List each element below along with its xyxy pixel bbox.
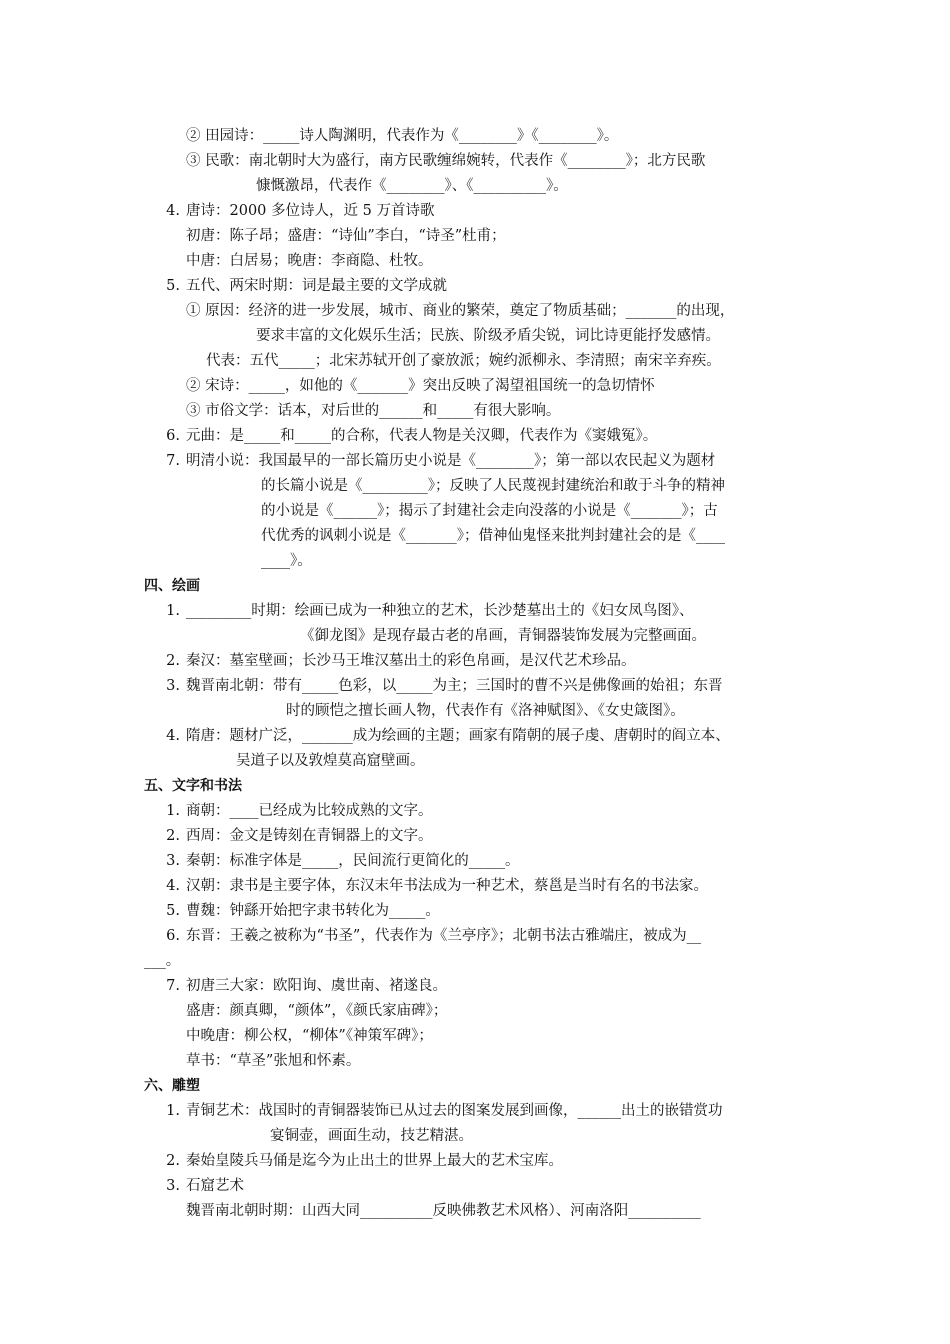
list-number: 5. xyxy=(166,903,180,919)
text-line: ③ 民歌：南北朝时大为盛行，南方民歌缠绵婉转，代表作《________》；北方民歌 xyxy=(186,153,706,169)
text-line: 曹魏：钟繇开始把字隶书转化为_____。 xyxy=(186,903,440,919)
text-line: 石窟艺术 xyxy=(186,1178,244,1194)
text-line: 汉朝：隶书是主要字体，东汉末年书法成为一种艺术，蔡邕是当时有名的书法家。 xyxy=(186,878,708,894)
text-line: 隋唐：题材广泛，_______成为绘画的主题；画家有隋朝的展子虔、唐朝时的阎立本、 xyxy=(186,728,730,744)
text-line: 五代、两宋时期：词是最主要的文学成就 xyxy=(186,278,447,294)
list-number: 1. xyxy=(166,803,180,819)
list-number: 1. xyxy=(166,1103,180,1119)
list-number: 4. xyxy=(166,203,180,219)
text-line: 初唐：陈子昂；盛唐：“诗仙”李白，“诗圣”杜甫； xyxy=(186,228,506,244)
text-line: 要求丰富的文化娱乐生活；民族、阶级矛盾尖锐，词比诗更能抒发感情。 xyxy=(256,328,720,344)
text-line: ② 宋诗：_____，如他的《_______》突出反映了渴望祖国统一的急切情怀 xyxy=(186,378,655,394)
text-line: 西周：金文是铸刻在青铜器上的文字。 xyxy=(186,828,433,844)
text-line: 初唐三大家：欧阳询、虞世南、褚遂良。 xyxy=(186,978,447,994)
list-number: 6. xyxy=(166,428,180,444)
text-line: 代表：五代_____；北宋苏轼开创了豪放派；婉约派柳永、李清照；南宋辛弃疾。 xyxy=(206,353,721,369)
text-line: _________时期：绘画已成为一种独立的艺术，长沙楚墓出土的《妇女凤鸟图》、 xyxy=(186,603,694,619)
text-line: 慷慨激昂，代表作《________》、《__________》。 xyxy=(256,178,568,194)
list-number: 6. xyxy=(166,928,180,944)
text-line: 唐诗：2000 多位诗人，近 5 万首诗歌 xyxy=(186,203,435,219)
text-line: 秦朝：标准字体是_____，民间流行更简化的_____。 xyxy=(186,853,520,869)
text-line: 吴道子以及敦煌莫高窟壁画。 xyxy=(236,753,425,769)
text-line: 秦汉：墓室壁画；长沙马王堆汉墓出土的彩色帛画，是汉代艺术珍品。 xyxy=(186,653,636,669)
list-number: 1. xyxy=(166,603,180,619)
section-heading: 五、文字和书法 xyxy=(144,778,242,794)
text-line: 魏晋南北朝：带有_____色彩，以_____为主；三国时的曹不兴是佛像画的始祖；东晋 xyxy=(186,678,723,694)
list-number: 2. xyxy=(166,828,180,844)
text-line: 的长篇小说是《_________》；反映了人民蔑视封建统治和敢于斗争的精神 xyxy=(261,478,725,494)
text-line: 时的顾恺之擅长画人物，代表作有《洛神赋图》、《女史箴图》。 xyxy=(286,703,685,719)
list-number: 7. xyxy=(166,453,180,469)
text-line: 盛唐：颜真卿，“颜体”，《颜氏家庙碑》； xyxy=(186,1003,448,1019)
text-line: 的小说是《______》；揭示了封建社会走向没落的小说是《_______》；古 xyxy=(261,503,718,519)
text-line: 商朝：____已经成为比较成熟的文字。 xyxy=(186,803,433,819)
text-line: ___。 xyxy=(144,953,181,969)
text-line: ② 田园诗：_____诗人陶渊明，代表作为《________》《________》。 xyxy=(186,128,619,144)
list-number: 5. xyxy=(166,278,180,294)
list-number: 2. xyxy=(166,1153,180,1169)
text-line: 秦始皇陵兵马俑是迄今为止出土的世界上最大的艺术宝库。 xyxy=(186,1153,563,1169)
text-line: 代优秀的讽刺小说是《_______》；借神仙鬼怪来批判封建社会的是《____ xyxy=(261,528,725,544)
text-line: 《御龙图》是现存最古老的帛画，青铜器装饰发展为完整画面。 xyxy=(300,628,706,644)
list-number: 4. xyxy=(166,728,180,744)
text-line: 宴铜壶，画面生动，技艺精湛。 xyxy=(270,1128,473,1144)
text-line: ____》。 xyxy=(261,553,312,569)
list-number: 2. xyxy=(166,653,180,669)
list-number: 3. xyxy=(166,678,180,694)
list-number: 3. xyxy=(166,1178,180,1194)
text-line: 明清小说：我国最早的一部长篇历史小说是《________》；第一部以农民起义为题材 xyxy=(186,453,716,469)
text-line: 青铜艺术：战国时的青铜器装饰已从过去的图案发展到画像，______出土的嵌错赏功 xyxy=(186,1103,723,1119)
text-line: 魏晋南北朝时期：山西大同__________反映佛教艺术风格）、河南洛阳__________ xyxy=(186,1203,701,1219)
list-number: 4. xyxy=(166,878,180,894)
list-number: 7. xyxy=(166,978,180,994)
section-heading: 四、绘画 xyxy=(144,578,200,594)
text-line: 东晋：王羲之被称为“书圣”，代表作为《兰亭序》；北朝书法古雅端庄，被成为__ xyxy=(186,928,702,944)
text-line: 中晚唐：柳公权，“柳体”《神策军碑》； xyxy=(186,1028,433,1044)
text-line: 草书：“草圣”张旭和怀素。 xyxy=(186,1053,361,1069)
text-line: 元曲：是_____和_____的合称，代表人物是关汉卿，代表作为《窦娥冤》。 xyxy=(186,428,658,444)
text-line: ① 原因：经济的进一步发展，城市、商业的繁荣，奠定了物质基础；_______的出现， xyxy=(186,303,735,319)
list-number: 3. xyxy=(166,853,180,869)
text-line: ③ 市俗文学：话本，对后世的______和_____有很大影响。 xyxy=(186,403,561,419)
section-heading: 六、雕塑 xyxy=(144,1078,200,1094)
text-line: 中唐：白居易；晚唐：李商隐、杜牧。 xyxy=(186,253,433,269)
